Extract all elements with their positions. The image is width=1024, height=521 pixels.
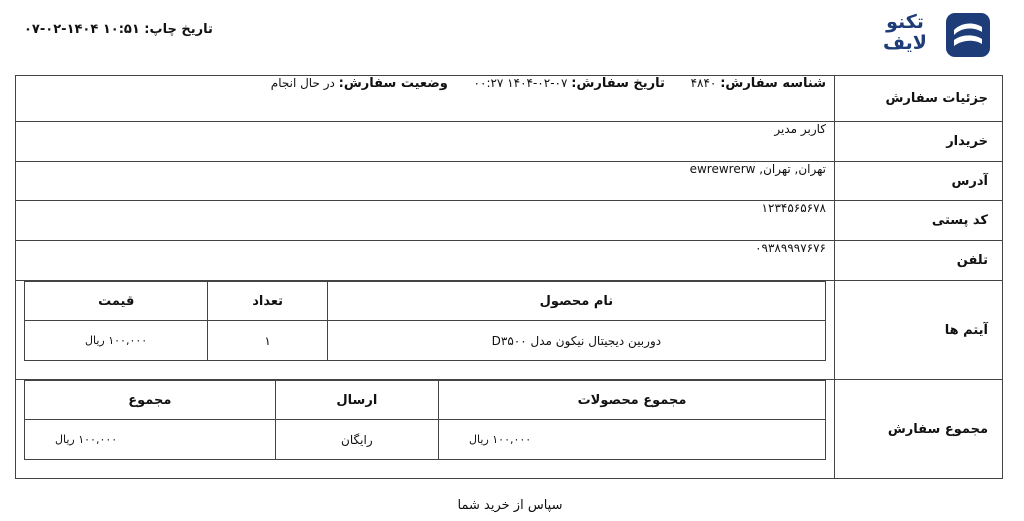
col-header-price: قیمت — [25, 282, 208, 321]
order-date-label: تاریخ سفارش: — [571, 76, 665, 91]
buyer-row — [16, 122, 1003, 162]
totals-header-row — [25, 381, 826, 420]
brand-logo — [870, 12, 992, 58]
order-id-label: شناسه سفارش: — [720, 76, 826, 91]
postal-code-value: ۱۲۳۴۵۶۵۶۷۸ — [16, 201, 835, 241]
order-details-row — [16, 76, 1003, 122]
order-details-label: جزئیات سفارش — [835, 76, 1003, 122]
col-header-quantity: تعداد — [208, 282, 327, 321]
grand-total-value: ۱۰۰,۰۰۰ ریال — [25, 420, 276, 460]
items-row — [16, 281, 1003, 380]
phone-label: تلفن — [835, 241, 1003, 281]
thank-you-message: سپاس از خرید شما — [457, 498, 563, 513]
totals-table — [24, 380, 826, 460]
phone-row — [16, 241, 1003, 281]
postal-code-label: کد پستی — [835, 201, 1003, 241]
products-total-value: ۱۰۰,۰۰۰ ریال — [439, 420, 826, 460]
address-row — [16, 162, 1003, 201]
order-status-value: در حال انجام — [270, 76, 335, 90]
items-cell — [16, 281, 835, 380]
col-header-product-name: نام محصول — [327, 282, 825, 321]
col-header-shipping: ارسال — [275, 381, 438, 420]
brand-name-line2: لایف — [883, 32, 927, 54]
order-details-value — [16, 76, 835, 122]
print-date: تاریخ چاپ: ۱۰:۵۱ ۱۴۰۴-۰۲-۰۷ — [24, 22, 213, 37]
item-price: ۱۰۰,۰۰۰ ریال — [25, 321, 208, 361]
brand-wave-icon — [946, 13, 990, 57]
order-total-label: مجموع سفارش — [835, 380, 1003, 479]
address-label: آدرس — [835, 162, 1003, 201]
items-header-row — [25, 282, 826, 321]
buyer-value: کاربر مدیر — [16, 122, 835, 162]
brand-name — [870, 12, 940, 54]
item-quantity: ۱ — [208, 321, 327, 361]
order-details-table — [15, 75, 1003, 479]
items-label: آیتم ها — [835, 281, 1003, 380]
order-status-label: وضعیت سفارش: — [338, 76, 448, 91]
address-value: تهران, تهران, ewrewrerw — [16, 162, 835, 201]
items-table — [24, 281, 826, 361]
item-product-name: دوربین دیجیتال نیکون مدل D۳۵۰۰ — [327, 321, 825, 361]
phone-value: ۰۹۳۸۹۹۹۷۶۷۶ — [16, 241, 835, 281]
brand-name-line1: تکنو — [886, 11, 924, 33]
order-id-value: ۴۸۴۰ — [690, 76, 717, 90]
order-date-value: ۰۰:۲۷ ۱۴۰۴-۰۲-۰۷ — [473, 76, 568, 90]
col-header-products-total: مجموع محصولات — [439, 381, 826, 420]
table-row — [25, 420, 826, 460]
order-total-cell — [16, 380, 835, 479]
col-header-grand-total: مجموع — [25, 381, 276, 420]
shipping-value: رایگان — [275, 420, 438, 460]
buyer-label: خریدار — [835, 122, 1003, 162]
table-row — [25, 321, 826, 361]
postal-code-row — [16, 201, 1003, 241]
order-total-row — [16, 380, 1003, 479]
